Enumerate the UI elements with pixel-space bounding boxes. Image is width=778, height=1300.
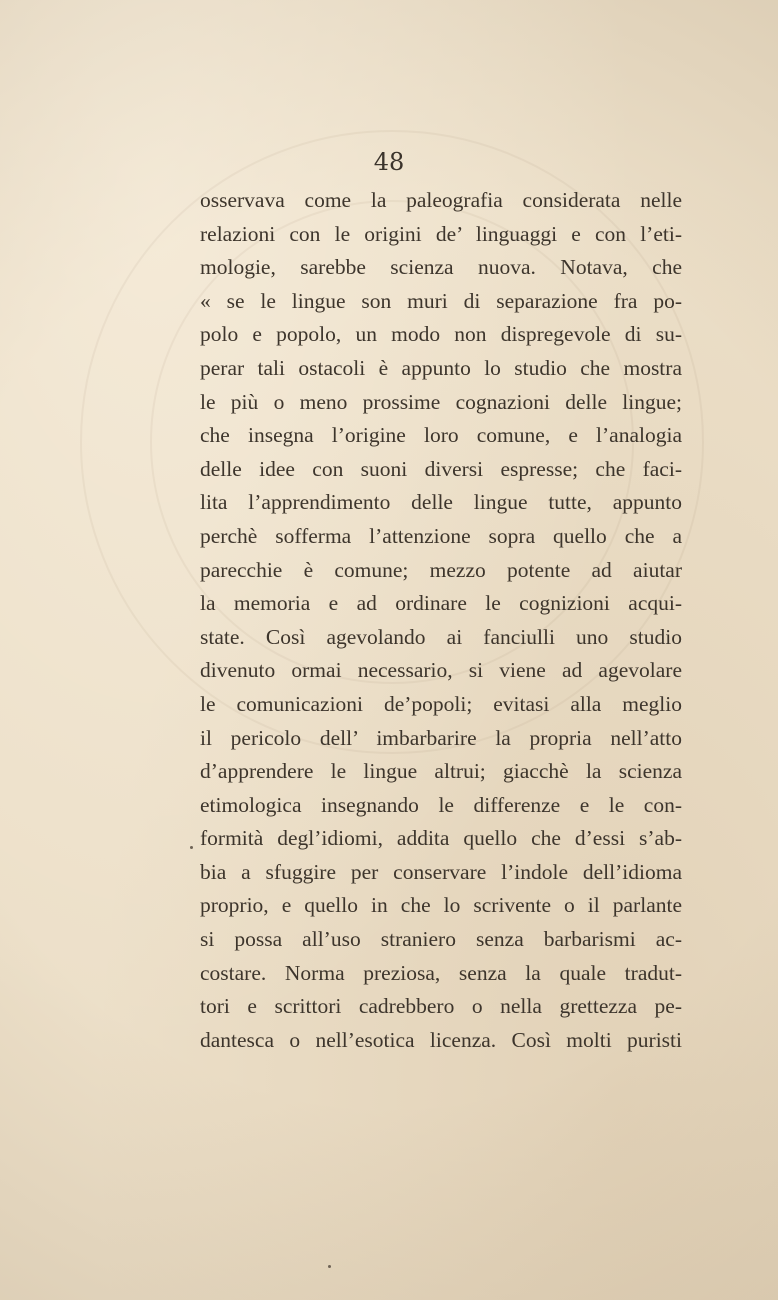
text-line: parecchie è comune; mezzo potente ad aiutar	[200, 557, 682, 582]
text-line: lita l’apprendimento delle lingue tutte, appunto	[200, 490, 682, 515]
text-line: formità degl’idiomi, addita quello che d’essi s’ab-	[200, 826, 682, 851]
text-line: le comunicazioni de’popoli; evitasi alla meglio	[200, 691, 682, 716]
text-line: osservava come la paleografia considerata nelle	[200, 188, 682, 212]
text-line: delle idee con suoni diversi espresse; che faci-	[200, 456, 682, 481]
paper-speck	[190, 846, 193, 849]
text-line: « se le lingue son muri di separazione fra po-	[200, 288, 682, 313]
text-line: polo e popolo, un modo non dispregevole di su-	[200, 322, 682, 347]
text-line: tori e scrittori cadrebbero o nella grettezza pe-	[200, 994, 682, 1019]
text-line: d’apprendere le lingue altrui; giacchè la scienza	[200, 759, 682, 784]
text-line: il pericolo dell’ imbarbarire la propria nell’atto	[200, 725, 682, 750]
text-line: dantesca o nell’esotica licenza. Così molti puristi	[200, 1027, 682, 1052]
text-line: proprio, e quello in che lo scrivente o il parlante	[200, 893, 682, 918]
text-line: mologie, sarebbe scienza nuova. Notava, che	[200, 255, 682, 280]
text-line: etimologica insegnando le differenze e le con-	[200, 792, 682, 817]
body-text	[200, 184, 682, 1057]
text-line: perchè sofferma l’attenzione sopra quello che a	[200, 523, 682, 548]
text-line: perar tali ostacoli è appunto lo studio che mostra	[200, 355, 682, 380]
text-line: si possa all’uso straniero senza barbarismi ac-	[200, 927, 682, 952]
text-line: state. Così agevolando ai fanciulli uno studio	[200, 624, 682, 649]
page-number: 48	[373, 148, 405, 176]
text-line: divenuto ormai necessario, si viene ad agevolare	[200, 658, 682, 683]
text-line: le più o meno prossime cognazioni delle lingue;	[200, 389, 682, 414]
text-line: costare. Norma preziosa, senza la quale tradut-	[200, 960, 682, 985]
paper-speck	[328, 1265, 331, 1268]
text-line: che insegna l’origine loro comune, e l’analogia	[200, 423, 682, 448]
text-line: la memoria e ad ordinare le cognizioni acqui-	[200, 591, 682, 616]
text-line: relazioni con le origini de’ linguaggi e con l’eti-	[200, 221, 682, 246]
text-line: bia a sfuggire per conservare l’indole dell’idioma	[200, 859, 682, 884]
